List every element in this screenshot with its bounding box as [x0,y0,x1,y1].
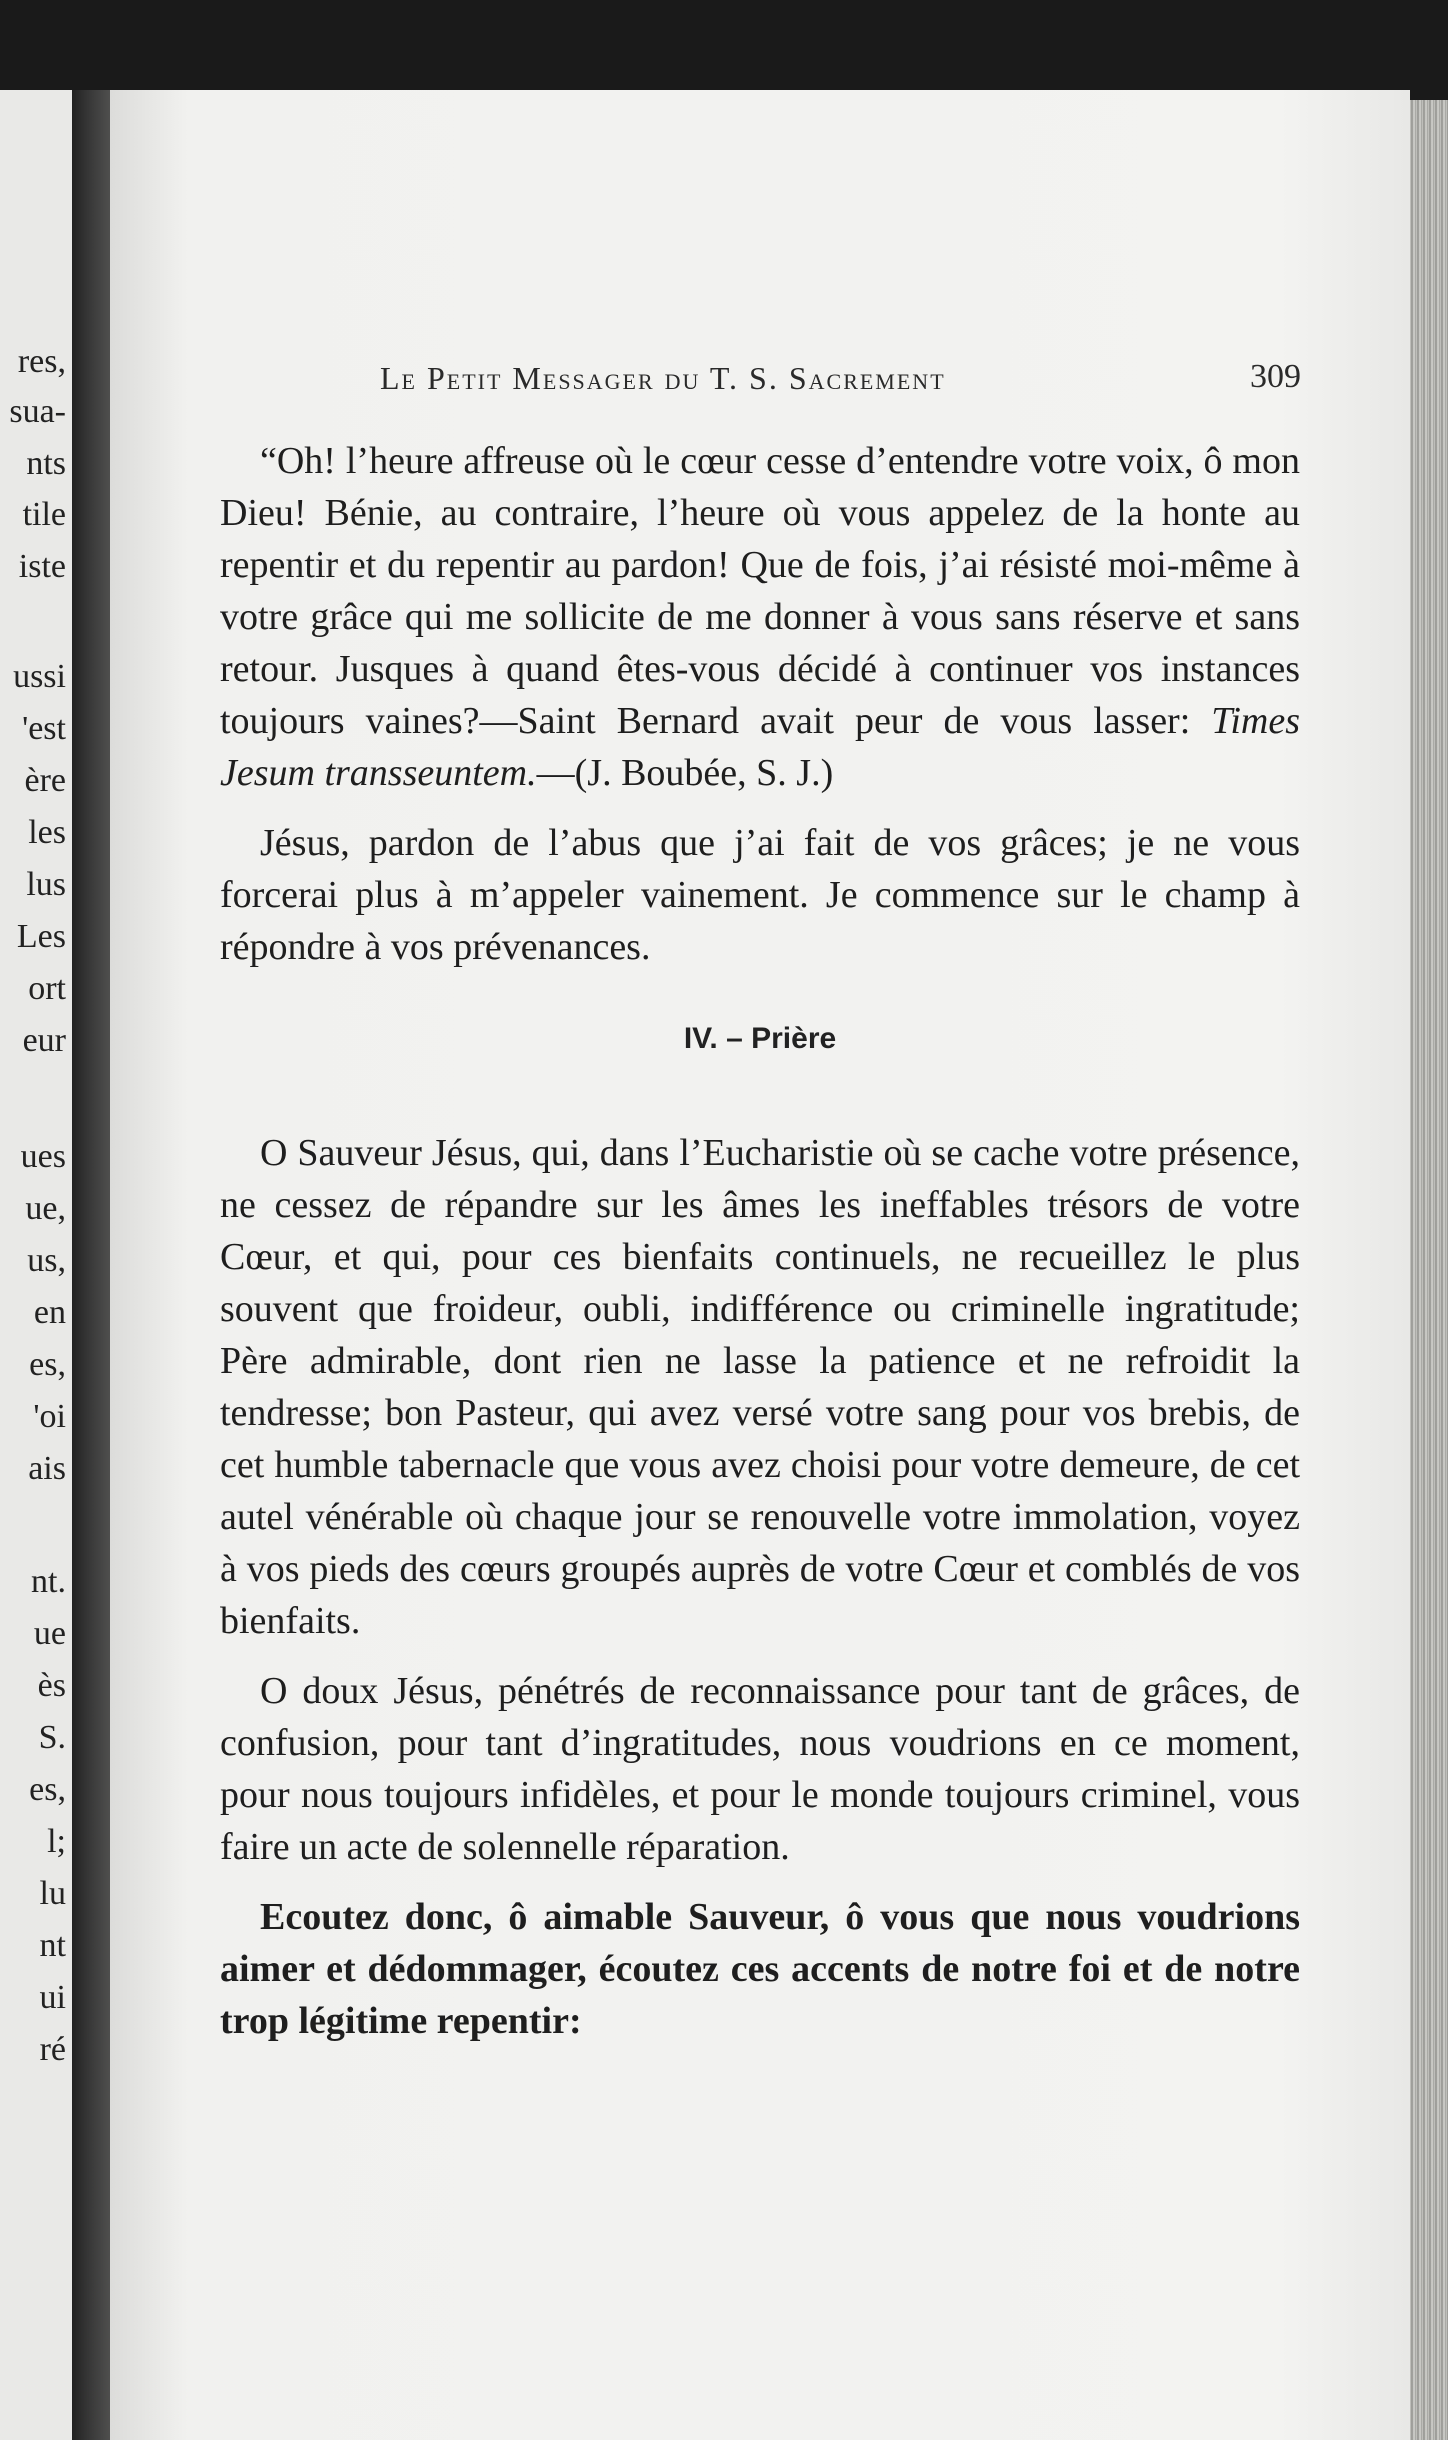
page-number: 309 [1250,358,1301,395]
page-stack-edge [1410,100,1448,2440]
running-head: Le Petit Messager du T. S. Sacrement [380,360,946,396]
previous-page-fragment: ré [39,2031,66,2068]
previous-page-fragment: ais [28,1450,66,1487]
previous-page-fragment: ès [37,1667,66,1704]
previous-page-fragment: lu [39,1875,66,1912]
paragraph-1-text: “Oh! l’heure affreuse où le cœur cesse d’entendre votre voix, ô mon Dieu! Bénie, au contraire, l’heure où vous appelez de la honte au repentir et du repentir au pardon! Que de fois, j’ai résisté moi-même à votre grâce qui me sollicite de me donner à vous sans réserve et sans retour. Jusques à quand êtes-vous décidé à continuer vos instances toujours vaines?—Saint Bernard avait peur de vous lasser: [220,440,1300,742]
previous-page-fragment: ère [24,762,66,799]
previous-page-fragment: ue, [25,1190,66,1227]
previous-page-fragment: nt [39,1927,66,1964]
previous-page-fragment: ussi [13,658,66,695]
previous-page-edge [0,90,72,2440]
latin-quote: Times Jesum transseuntem. [220,700,1300,794]
previous-page-fragment: S. [38,1719,66,1756]
previous-page-fragment: es, [29,1346,66,1383]
previous-page-fragment: Les [16,918,66,955]
previous-page-fragment: nt. [31,1563,66,1600]
paragraph-2: Jésus, pardon de l’abus que j’ai fait de vos grâces; je ne vous forcerai plus à m’appeler vainement. Je commence sur le champ à répondre à vos prévenances. [220,822,1300,968]
previous-page-fragment: l; [47,1823,66,1860]
previous-page-fragment: eur [22,1022,66,1059]
previous-page-fragment: ues [20,1138,66,1175]
previous-page-fragment: ort [28,970,66,1007]
previous-page-fragment: tile [22,496,66,533]
section-heading: IV. – Prière [683,1022,837,1055]
previous-page-fragment: ui [39,1979,66,2016]
previous-page-fragment: us, [27,1242,66,1279]
previous-page-fragment: iste [18,548,66,585]
previous-page-fragment: res, [17,343,66,380]
previous-page-fragment: les [28,814,66,851]
paragraph-1 [220,435,1300,799]
previous-page-fragment: sua- [9,393,66,430]
previous-page-fragment: lus [26,866,66,903]
paragraph-5: Ecoutez donc, ô aimable Sauveur, ô vous que nous voudrions aimer et dédommager, écoutez ces accents de notre foi et de notre trop légitime repentir: [220,1896,1300,2042]
previous-page-fragment: ue [33,1615,66,1652]
previous-page-fragment: 'oi [33,1398,66,1435]
paragraph-3: O Sauveur Jésus, qui, dans l’Eucharistie où se cache votre présence, ne cessez de répandre sur les âmes les ineffables trésors de votre Cœur, et qui, pour ces bienfaits continuels, ne recueillez le plus souvent que froideur, oubli, indifférence ou criminelle ingratitude; Père admirable, dont rien ne lasse la patience et ne refroidit la tendresse; bon Pasteur, qui avez versé votre sang pour vos brebis, de cet humble tabernacle que vous avez choisi pour votre demeure, de cet autel vénérable où chaque jour se renouvelle votre immolation, voyez à vos pieds des cœurs groupés auprès de votre Cœur et comblés de vos bienfaits. [220,1132,1300,1642]
previous-page-fragment: en [33,1294,66,1331]
previous-page-fragment: nts [26,445,66,482]
book-page [110,90,1410,2440]
paragraph-4: O doux Jésus, pénétrés de reconnaissance pour tant de grâces, de confusion, pour tant d’ingratitudes, nous voudrions en ce moment, pour nous toujours infidèles, et pour le monde toujours criminel, vous faire un acte de solennelle réparation. [220,1670,1300,1868]
previous-page-fragment: 'est [22,710,66,747]
page-body [220,435,1300,2047]
citation: —(J. Boubée, S. J.) [536,752,834,794]
previous-page-fragment: es, [29,1771,66,1808]
